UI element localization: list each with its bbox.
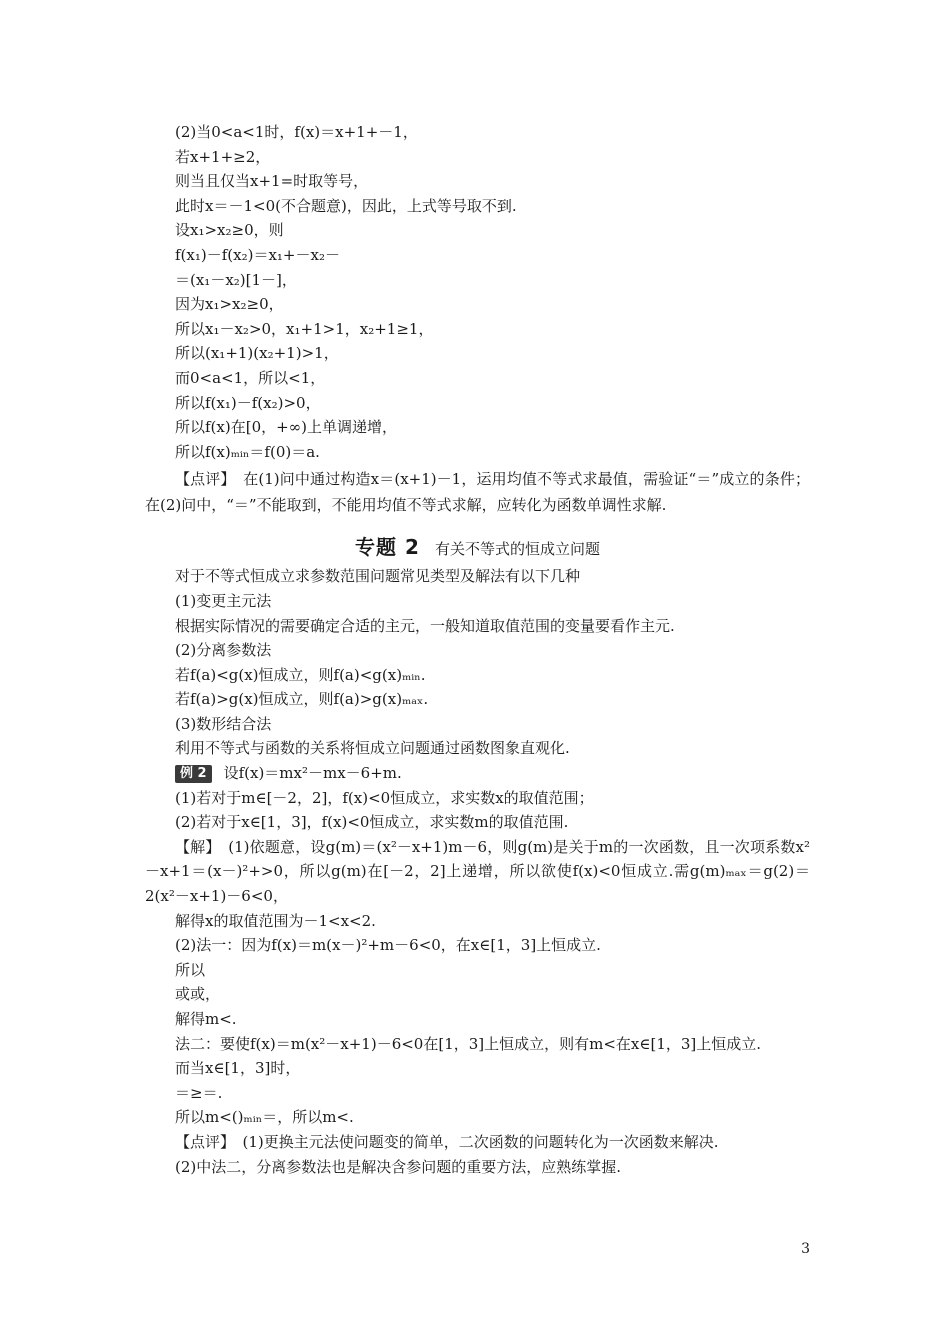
review-line-2: (2)中法二，分离参数法也是解决含参问题的重要方法，应熟练掌握. — [175, 1157, 622, 1176]
question-2: (2)若对于x∈[1，3]，f(x)<0恒成立，求实数m的取值范围. — [175, 813, 569, 832]
text-line: 所以m<()ₘᵢₙ＝，所以m<. — [175, 1108, 354, 1127]
text-line: 所以x₁－x₂>0，x₁+1>1，x₂+1≥1， — [175, 319, 434, 338]
text-line: 此时x＝－1<0(不合题意)，因此，上式等号取不到. — [175, 196, 517, 215]
text-line: 若f(a)<g(x)恒成立，则f(a)<g(x)ₘᵢₙ. — [175, 665, 426, 684]
text-line: 若x+1+≥2， — [175, 147, 271, 166]
text-line: 所以f(x₁)－f(x₂)>0， — [175, 393, 321, 412]
text-line: 利用不等式与函数的关系将恒成立问题通过函数图象直观化. — [175, 739, 570, 758]
text-line: 对于不等式恒成立求参数范围问题常见类型及解法有以下几种 — [175, 567, 581, 586]
topic-heading — [145, 532, 810, 562]
text-line: 而0<a<1，所以<1， — [175, 368, 326, 387]
text-line: 所以 — [175, 960, 206, 979]
example-statement-line — [145, 761, 810, 786]
text-line: (2)法一：因为f(x)＝m(x－)²+m－6<0，在x∈[1，3]上恒成立. — [175, 936, 601, 955]
text-line: 解得m<. — [175, 1010, 237, 1028]
text-line: 若f(a)>g(x)恒成立，则f(a)>g(x)ₘₐₓ. — [175, 690, 429, 709]
text-line: 设x₁>x₂≥0，则 — [175, 221, 284, 240]
text-line: 则当且仅当x+1=时取等号， — [175, 172, 369, 191]
topic-title: 专题 2 — [355, 535, 420, 560]
text-line: 所以f(x)在[0，+∞)上单调递增， — [175, 418, 398, 437]
text-line: 所以f(x)ₘᵢₙ＝f(0)＝a. — [175, 442, 320, 461]
text-line: 根据实际情况的需要确定合适的主元，一般知道取值范围的变量要看作主元. — [175, 616, 675, 635]
text-line: ＝(x₁－x₂)[1－]， — [175, 270, 297, 289]
page-content — [145, 120, 810, 1179]
solution-part-1 — [145, 120, 810, 518]
text-line: (2)当0<a<1时，f(x)＝x+1+－1， — [175, 123, 418, 141]
example-badge: 例 2 — [175, 765, 212, 783]
question-1: (1)若对于m∈[－2，2]，f(x)<0恒成立，求实数x的取值范围； — [175, 788, 594, 807]
topic-subtitle: 有关不等式的恒成立问题 — [434, 540, 600, 559]
text-line: 所以(x₁+1)(x₂+1)>1， — [175, 344, 339, 363]
text-line: f(x₁)－f(x₂)＝x₁+－x₂－ — [175, 245, 340, 264]
review-line-1: 【点评】 (1)更换主元法使问题变的简单，二次函数的问题转化为一次函数来解决. — [175, 1132, 719, 1151]
solution-paragraph: 【解】 (1)依题意，设g(m)＝(x²－x+1)m－6，则g(m)是关于m的一次函数，且一次项系数x²－x+1＝(x－)²+>0，所以g(m)在[－2，2]上递增，所以欲使f(x)<0恒成立.需g(m)ₘₐₓ＝g(2)＝2(x²－x+1)－6<0， — [145, 837, 810, 906]
example-2 — [145, 761, 810, 1179]
topic-introduction — [145, 564, 810, 761]
page-number: 3 — [801, 1241, 810, 1257]
text-line: 法二：要使f(x)＝m(x²－x+1)－6<0在[1，3]上恒成立，则有m<在x∈[1，3]上恒成立. — [175, 1034, 762, 1053]
example-statement: 设f(x)＝mx²－mx－6+m. — [223, 764, 402, 783]
text-line: 因为x₁>x₂≥0， — [175, 295, 284, 314]
text-line: 而当x∈[1，3]时， — [175, 1059, 301, 1078]
text-line: 解得x的取值范围为－1<x<2. — [175, 911, 376, 930]
text-line: (2)分离参数法 — [175, 641, 272, 660]
text-line: (3)数形结合法 — [175, 714, 272, 733]
review-paragraph: 【点评】 在(1)问中通过构造x＝(x+1)－1，运用均值不等式求最值，需验证“＝”成立的条件；在(2)问中，“＝”不能取到，不能用均值不等式求解，应转化为函数单调性求解. — [145, 470, 810, 515]
text-line: (1)变更主元法 — [175, 591, 272, 610]
text-line: 或或， — [175, 985, 221, 1004]
text-line: ＝≥＝. — [175, 1083, 223, 1102]
